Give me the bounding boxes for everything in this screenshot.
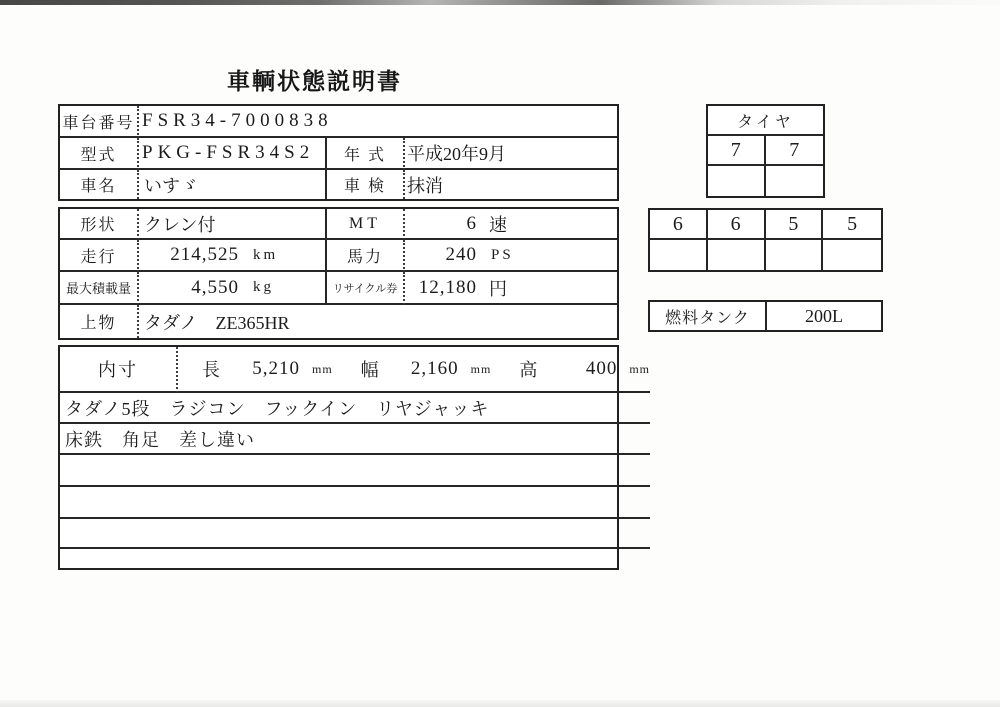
empty-row <box>60 519 650 549</box>
tire-rear-value-3: 5 <box>766 210 824 240</box>
height-label: 高 <box>519 360 538 380</box>
equipment-row-crane: タダノ5段 ラジコン フックイン リヤジャッキ <box>60 393 650 424</box>
payload-unit: kg <box>253 279 274 295</box>
mileage-unit: km <box>253 246 279 263</box>
empty-row <box>60 455 650 487</box>
chassis-number-label: 車台番号 <box>60 106 139 138</box>
chassis-number-value: FSR34-7000838 <box>139 106 617 138</box>
tire-rear-value-4: 5 <box>823 210 881 240</box>
tire-rear-empty-cell <box>823 240 881 270</box>
inspection-value: 抹消 <box>407 175 443 196</box>
transmission-label: MT <box>327 209 405 240</box>
transmission-value-cell <box>405 209 617 240</box>
tire-rear-empty-cell <box>708 240 766 270</box>
scan-artifact-bottom <box>0 700 1000 707</box>
fuel-tank-label: 燃料タンク <box>650 302 767 330</box>
spec-table <box>58 207 619 340</box>
shape-value: クレン付 <box>139 209 327 240</box>
length-label: 長 <box>202 360 220 380</box>
tire-rear-value-1: 6 <box>650 210 708 240</box>
payload-label: 最大積載量 <box>60 272 139 305</box>
model-value: PKG-FSR34S2 <box>139 138 327 170</box>
mileage-value: 214,525 <box>170 244 239 265</box>
mileage-label: 走行 <box>60 240 139 272</box>
height-unit: mm <box>629 361 651 376</box>
tire-front-left-value: 7 <box>708 136 766 166</box>
shape-label: 形状 <box>60 209 139 240</box>
height-value: 400 <box>585 358 618 379</box>
scan-artifact-top <box>0 0 1000 5</box>
power-value-cell <box>405 240 617 272</box>
inner-dimensions-value <box>178 347 650 393</box>
length-unit: mm <box>312 361 333 376</box>
power-unit: PS <box>491 246 514 263</box>
recycle-ticket-unit: 円 <box>489 278 507 299</box>
tire-front-right-value: 7 <box>766 136 824 166</box>
width-value: 2,160 <box>410 358 459 379</box>
tire-rear-empty-cell <box>766 240 824 270</box>
vehicle-info-table <box>58 104 619 201</box>
year-label: 年 式 <box>327 138 405 170</box>
empty-row <box>60 549 650 568</box>
payload-value: 4,550 <box>191 276 239 298</box>
body-label: 上物 <box>60 305 139 338</box>
year-value: 平成20年9月 <box>405 138 617 170</box>
power-label: 馬力 <box>327 240 405 272</box>
recycle-ticket-value: 12,180 <box>418 276 477 298</box>
empty-row <box>60 487 650 519</box>
tire-rear-empty-cell <box>650 240 708 270</box>
dimensions-equipment-table <box>58 345 651 570</box>
tire-table-header: タイヤ <box>708 106 823 136</box>
body-value: タダノ ZE365HR <box>144 312 290 333</box>
transmission-unit: 速 <box>489 214 507 235</box>
transmission-value: 6 <box>466 212 477 234</box>
recycle-ticket-label: リサイクル券 <box>327 272 405 305</box>
vehicle-name-label: 車名 <box>60 170 139 199</box>
fuel-tank-value: 200L <box>805 305 843 326</box>
inspection-label: 車 検 <box>327 170 405 199</box>
length-value: 5,210 <box>252 358 300 379</box>
model-label: 型式 <box>60 138 139 170</box>
inner-dimensions-label: 内寸 <box>60 347 178 393</box>
mileage-value-cell <box>139 240 327 272</box>
width-unit: mm <box>470 361 492 376</box>
tire-front-empty-cell <box>708 166 766 196</box>
width-label: 幅 <box>360 360 379 380</box>
vehicle-name-value: いすゞ <box>139 170 327 199</box>
tire-front-empty-cell <box>766 166 824 196</box>
recycle-ticket-value-cell <box>405 272 617 305</box>
power-value: 240 <box>445 244 477 265</box>
fuel-tank-table <box>648 300 883 332</box>
equipment-row-floor: 床鉄 角足 差し違い <box>60 424 650 455</box>
page-title: 車輌状態説明書 <box>227 69 402 94</box>
tire-rear-value-2: 6 <box>708 210 766 240</box>
payload-value-cell <box>139 272 327 305</box>
tire-front-table <box>706 104 825 198</box>
tire-rear-table <box>648 208 883 272</box>
